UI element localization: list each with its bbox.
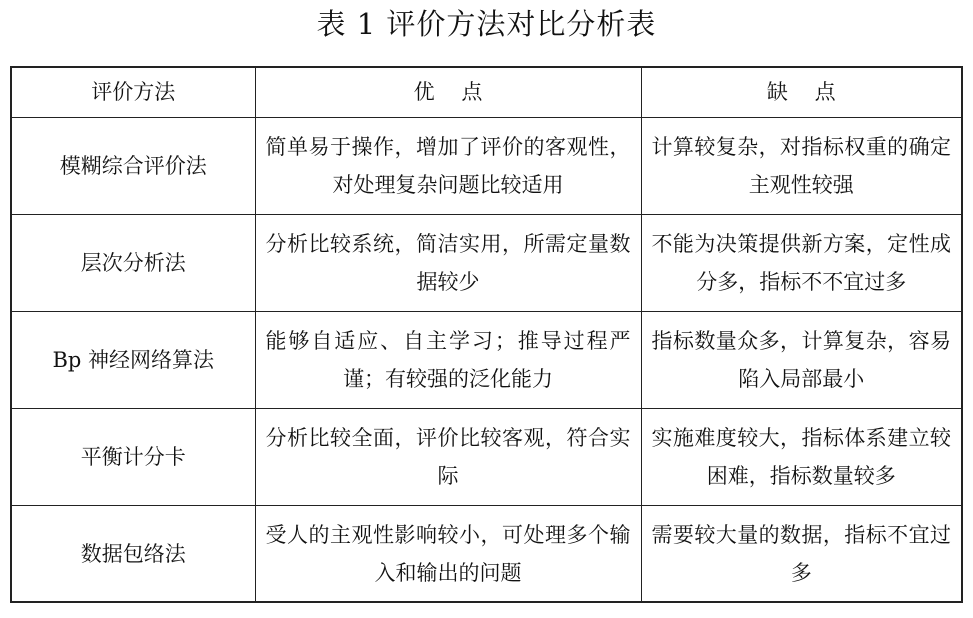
pros-cell [255,506,641,602]
pros-cell [255,214,641,311]
header-pros: 优 点 [255,67,641,117]
method-cell: 层次分析法 [11,214,255,311]
pros-text: 分析比较系统，简洁实用，所需定量数据较少 [265,231,631,294]
cons-text: 实施难度较大，指标体系建立较困难，指标数量较多 [651,426,951,489]
method-cell: 模糊综合评价法 [11,117,255,214]
cons-cell [641,117,962,214]
comparison-table [10,66,963,603]
cons-cell [641,506,962,602]
pros-text: 能够自适应、自主学习；推导过程严谨；有较强的泛化能力 [265,328,631,391]
pros-cell [255,409,641,506]
table-row [11,117,962,214]
cons-text: 不能为决策提供新方案，定性成分多，指标不不宜过多 [651,231,951,294]
method-cell: 平衡计分卡 [11,409,255,506]
header-cons: 缺 点 [641,67,962,117]
pros-text: 受人的主观性影响较小，可处理多个输入和输出的问题 [265,522,631,585]
cons-cell [641,409,962,506]
table-row [11,506,962,602]
table-row [11,214,962,311]
method-cell: Bp 神经网络算法 [11,311,255,408]
cons-cell [641,214,962,311]
method-cell: 数据包络法 [11,506,255,602]
cons-text: 指标数量众多，计算复杂，容易陷入局部最小 [651,328,951,391]
pros-cell [255,117,641,214]
header-method: 评价方法 [11,67,255,117]
pros-text: 简单易于操作，增加了评价的客观性，对处理复杂问题比较适用 [265,134,631,197]
table-title: 表 1 评价方法对比分析表 [316,7,657,41]
pros-cell [255,311,641,408]
cons-text: 需要较大量的数据，指标不宜过多 [651,522,951,585]
table-row [11,409,962,506]
table-row [11,311,962,408]
cons-cell [641,311,962,408]
pros-text: 分析比较全面，评价比较客观，符合实际 [265,426,631,489]
cons-text: 计算较复杂，对指标权重的确定主观性较强 [651,134,951,197]
table-header-row [11,67,962,117]
